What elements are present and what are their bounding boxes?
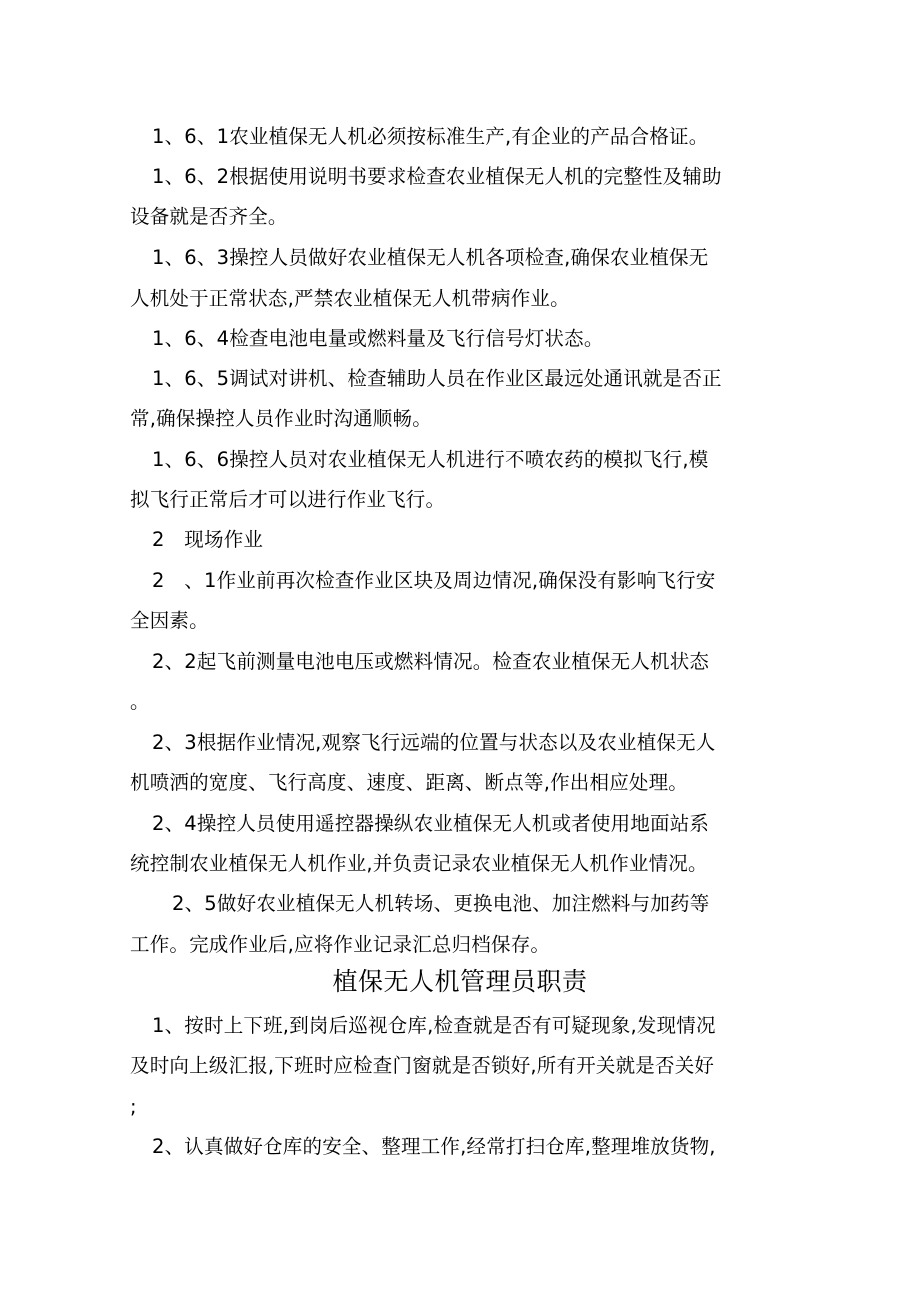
paragraph-line: 1、6、2根据使用说明书要求检查农业植保无人机的完整性及辅助: [152, 165, 722, 188]
paragraph-line: 常,确保操控人员作业时沟通顺畅。: [130, 407, 432, 430]
paragraph-line: 。: [130, 690, 150, 713]
paragraph-line: ;: [130, 1095, 137, 1118]
paragraph-line: 及时向上级汇报,下班时应检查门窗就是否锁好,所有开关就是否关好: [130, 1054, 715, 1077]
section-title: 植保无人机管理员职责: [332, 967, 588, 996]
paragraph-line: 2、认真做好仓库的安全、整理工作,经常打扫仓库,整理堆放货物,: [152, 1135, 716, 1158]
paragraph-line: 1、6、5调试对讲机、检查辅助人员在作业区最远处通讯就是否正: [152, 367, 722, 390]
paragraph-line: 1、6、4检查电池电量或燃料量及飞行信号灯状态。: [152, 327, 604, 350]
paragraph-line: 1、按时上下班,到岗后巡视仓库,检查就是否有可疑现象,发现情况: [152, 1014, 716, 1037]
paragraph-line: 1、6、1农业植保无人机必须按标准生产,有企业的产品合格证。: [152, 125, 709, 148]
paragraph-line: 设备就是否齐全。: [130, 205, 288, 228]
paragraph-line: 1、6、6操控人员对农业植保无人机进行不喷农药的模拟飞行,模: [152, 448, 709, 471]
paragraph-line: 2、2起飞前测量电池电压或燃料情况。检查农业植保无人机状态: [152, 650, 710, 673]
section-heading: 2 现场作业: [152, 528, 264, 551]
paragraph-line: 1、6、3操控人员做好农业植保无人机各项检查,确保农业植保无: [152, 246, 709, 269]
paragraph-line: 2、4操控人员使用遥控器操纵农业植保无人机或者使用地面站系: [152, 812, 710, 835]
paragraph-line: 全因素。: [130, 609, 209, 632]
paragraph-line: 2 、1作业前再次检查作业区块及周边情况,确保没有影响飞行安: [152, 569, 716, 592]
paragraph-line: 拟飞行正常后才可以进行作业飞行。: [130, 488, 446, 511]
paragraph-line: 工作。完成作业后,应将作业记录汇总归档保存。: [130, 933, 551, 956]
paragraph-line: 统控制农业植保无人机作业,并负责记录农业植保无人机作业情况。: [130, 852, 708, 875]
paragraph-line: 2、5做好农业植保无人机转场、更换电池、加注燃料与加药等: [172, 892, 710, 915]
paragraph-line: 2、3根据作业情况,观察飞行远端的位置与状态以及农业植保无人: [152, 731, 716, 754]
paragraph-line: 机喷洒的宽度、飞行高度、速度、距离、断点等,作出相应处理。: [130, 771, 688, 794]
paragraph-line: 人机处于正常状态,严禁农业植保无人机带病作业。: [130, 287, 570, 310]
